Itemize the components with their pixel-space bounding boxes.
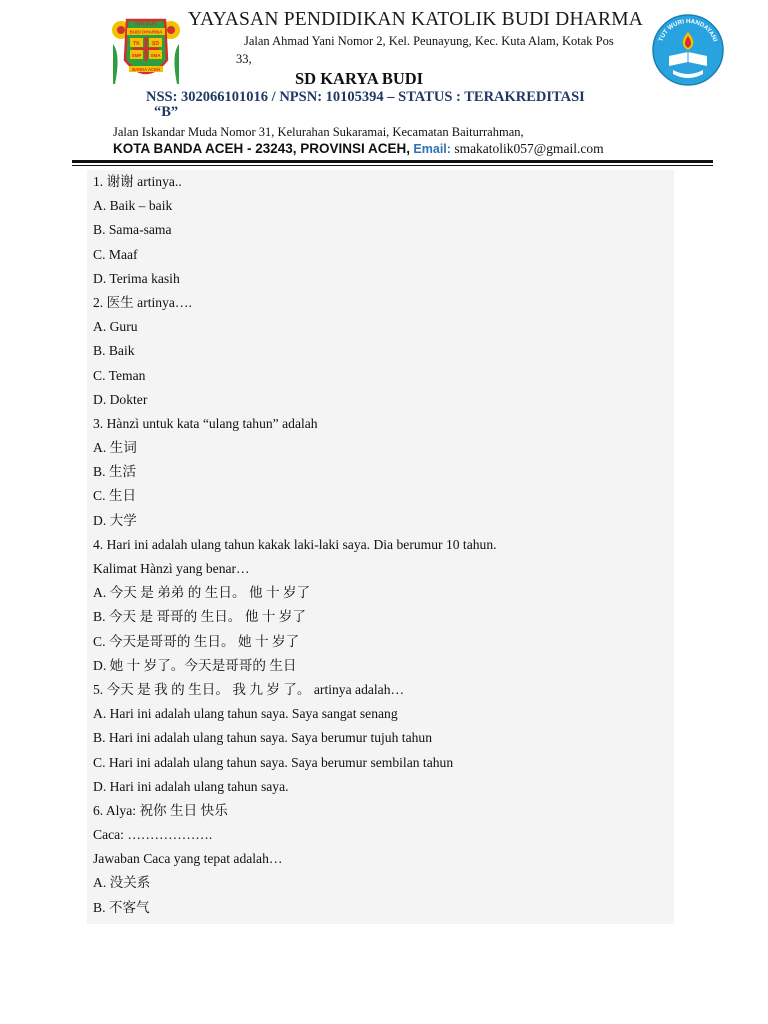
question-2: 2. 医生 artinya….: [93, 294, 192, 310]
option-4c: C. 今天是哥哥的 生日。 她 十 岁了: [93, 633, 300, 649]
foundation-address: Jalan Ahmad Yani Nomor 2, Kel. Peunayung, Kec. Kuta Alam, Kotak Pos: [244, 34, 614, 48]
logo-ring-text: TUT WURI HANDAYANI: [657, 17, 719, 43]
option-1b: B. Sama-sama: [93, 222, 172, 238]
school-crest-logo: [109, 14, 183, 86]
option-6a: A. 没关系: [93, 875, 151, 891]
option-3d: D. 大学: [93, 512, 137, 528]
foundation-name: YAYASAN PENDIDIKAN KATOLIK BUDI DHARMA: [188, 9, 644, 30]
question-6-prompt: Jawaban Caca yang tepat adalah…: [93, 851, 283, 867]
question-6-dialog: Caca: ……………….: [93, 827, 213, 843]
question-6: 6. Alya: 祝你 生日 快乐: [93, 802, 228, 818]
option-4d: D. 她 十 岁了。今天是哥哥的 生日: [93, 657, 297, 673]
option-2d: D. Dokter: [93, 391, 148, 407]
option-1c: C. Maaf: [93, 246, 138, 262]
option-5c: C. Hari ini adalah ulang tahun saya. Saya berumur sembilan tahun: [93, 754, 454, 770]
crest-tag-tk: TK: [133, 41, 140, 47]
crest-tag-smp: SMP: [131, 53, 142, 58]
option-2a: A. Guru: [93, 319, 138, 335]
crest-top-text: KATOLIK: [135, 21, 157, 27]
option-2b: B. Baik: [93, 343, 135, 359]
crest-tag-sd: SD: [152, 41, 159, 47]
nss-npsn-status: NSS: 302066101016 / NPSN: 10105394 – STATUS : TERAKREDITASI: [146, 89, 585, 105]
question-4-prompt: Kalimat Hànzì yang benar…: [93, 561, 250, 576]
question-1: 1. 谢谢 artinya..: [93, 174, 182, 189]
school-name: SD KARYA BUDI: [295, 69, 424, 88]
crest-banner-text: BUDI DHARMA: [129, 29, 163, 35]
option-3c: C. 生日: [93, 488, 137, 504]
question-4: 4. Hari ini adalah ulang tahun kakak laki-laki saya. Dia berumur 10 tahun.: [93, 536, 497, 552]
crest-bottom-text: BANDA ACEH: [132, 66, 160, 72]
option-4b: B. 今天 是 哥哥的 生日。 他 十 岁了: [93, 609, 306, 625]
crest-tag-sma: SMA: [150, 53, 161, 58]
email-address: smakatolik057@gmail.com: [454, 141, 604, 156]
email-label: Email:: [413, 142, 451, 156]
question-panel: [87, 170, 674, 924]
header-divider: [72, 160, 713, 163]
option-5a: A. Hari ini adalah ulang tahun saya. Saya sangat senang: [93, 706, 398, 722]
option-3b: B. 生活: [93, 464, 137, 480]
city-province: KOTA BANDA ACEH - 23243, PROVINSI ACEH,: [113, 141, 411, 156]
option-5d: D. Hari ini adalah ulang tahun saya.: [93, 778, 289, 794]
school-address: Jalan Iskandar Muda Nomor 31, Kelurahan Sukaramai, Kecamatan Baiturrahman,: [113, 125, 524, 139]
header-divider-thin: [72, 165, 713, 166]
option-2c: C. Teman: [93, 367, 146, 383]
question-5: 5. 今天 是 我 的 生日。 我 九 岁 了。 artinya adalah…: [93, 681, 405, 697]
foundation-address-cont: 33,: [236, 52, 252, 66]
option-6b: B. 不客气: [93, 899, 150, 915]
option-1d: D. Terima kasih: [93, 270, 180, 286]
option-3a: A. 生词: [93, 440, 137, 456]
tut-wuri-handayani-logo: [651, 12, 725, 88]
option-4a: A. 今天 是 弟弟 的 生日。 他 十 岁了: [93, 585, 311, 601]
question-3: 3. Hànzì untuk kata “ulang tahun” adalah: [93, 415, 318, 431]
option-1a: A. Baik – baik: [93, 198, 173, 214]
accreditation-grade: “B”: [154, 104, 179, 120]
option-5b: B. Hari ini adalah ulang tahun saya. Saya berumur tujuh tahun: [93, 730, 433, 746]
city-email-line: [113, 141, 604, 157]
question-list: [93, 170, 673, 920]
